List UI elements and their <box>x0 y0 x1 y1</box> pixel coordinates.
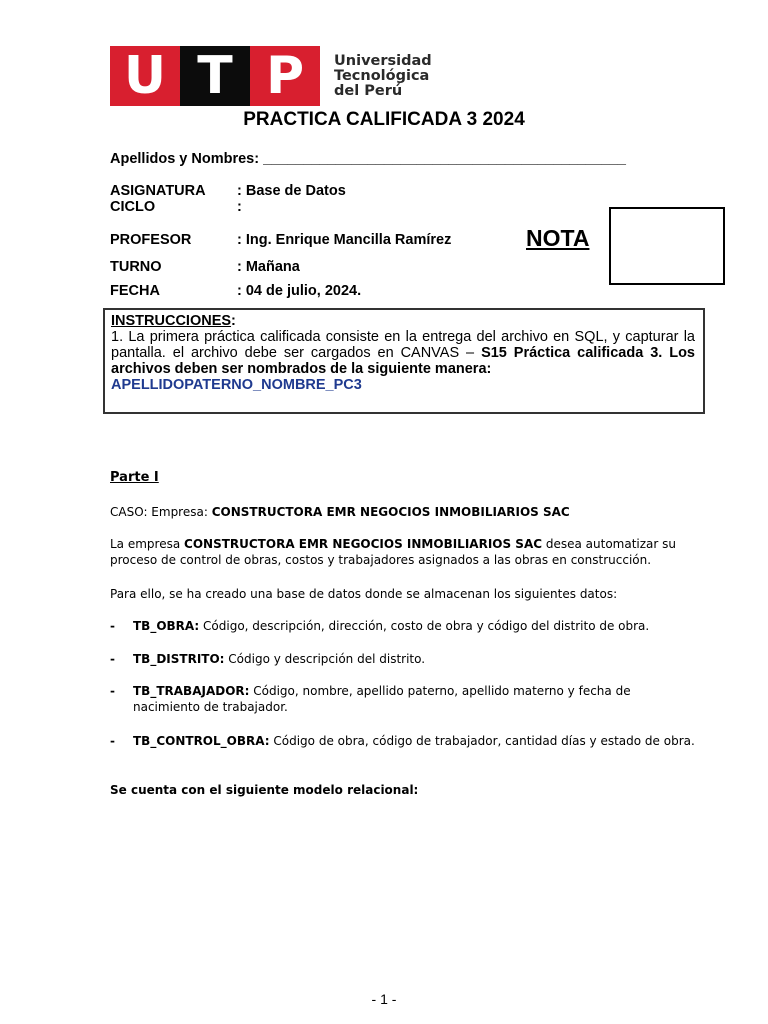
profesor-label: PROFESOR <box>110 232 192 248</box>
table-name: TB_OBRA: <box>133 619 200 633</box>
asignatura-value: : Base de Datos <box>237 183 346 199</box>
datos-paragraph: Para ello, se ha creado una base de datos donde se almacenan los siguientes datos: <box>110 587 618 601</box>
turno-value: : Mañana <box>237 259 300 275</box>
utp-logo <box>110 46 432 106</box>
page-number: - 1 - <box>371 991 397 1007</box>
document-title: PRACTICA CALIFICADA 3 2024 <box>243 109 525 130</box>
modelo-heading: Se cuenta con el siguiente modelo relacional: <box>110 783 419 797</box>
caso-line: CASO: Empresa: CONSTRUCTORA EMR NEGOCIOS INMOBILIARIOS SAC <box>110 505 570 519</box>
section-heading: Parte I <box>110 470 159 485</box>
turno-label: TURNO <box>110 259 162 275</box>
logo-letter-u: U <box>110 46 180 106</box>
instructions-box: INSTRUCCIONES: 1. La primera práctica calificada consiste en la entrega del archivo en SQL, y capturar la pantalla. el archivo debe ser cargados en CANVAS – S15 Práctica calificada 3. Los archivos deben ser nombrados de la siguiente manera: APELLIDOPATERNO_NOMBRE_PC3 <box>103 308 705 414</box>
apellidos-field: Apellidos y Nombres: _____________________________________________ <box>110 151 626 167</box>
asignatura-label: ASIGNATURA <box>110 183 206 199</box>
intro-paragraph: La empresa CONSTRUCTORA EMR NEGOCIOS INMOBILIARIOS SAC desea automatizar su proceso de control de obras, costos y trabajadores asignados a las obras en construcción. <box>110 537 677 567</box>
ciclo-label: CICLO <box>110 199 156 215</box>
fecha-label: FECHA <box>110 283 160 299</box>
logo-letter-p: P <box>250 46 320 106</box>
list-item: - TB_DISTRITO: Código y descripción del distrito. <box>110 652 426 666</box>
ciclo-value: : <box>237 199 242 215</box>
list-item: - TB_TRABAJADOR: Código, nombre, apellido paterno, apellido materno y fecha de nacimiento de trabajador. <box>110 684 631 714</box>
logo-letter-t: T <box>180 46 250 106</box>
instructions-text: 1. La primera práctica calificada consiste en la entrega del archivo en SQL, y capturar la pantalla. el archivo debe ser cargados en CANVAS – S15 Práctica calificada 3. Los archivos deben ser nombrados de la siguiente manera: <box>111 329 695 377</box>
table-name: TB_CONTROL_OBRA: <box>133 734 270 748</box>
file-name-format: APELLIDOPATERNO_NOMBRE_PC3 <box>111 377 362 393</box>
fecha-value: : 04 de julio, 2024. <box>237 283 362 299</box>
instructions-title: INSTRUCCIONES <box>111 313 232 329</box>
profesor-value: : Ing. Enrique Mancilla Ramírez <box>237 232 452 248</box>
nota-label: NOTA <box>526 225 590 251</box>
list-item: - TB_OBRA: Código, descripción, dirección, costo de obra y código del distrito de obra. <box>110 619 650 633</box>
logo-university-name: Universidad Tecnológica del Perú <box>334 52 432 99</box>
table-name: TB_TRABAJADOR: <box>133 684 250 698</box>
nota-box <box>609 207 725 285</box>
list-item: - TB_CONTROL_OBRA: Código de obra, código de trabajador, cantidad días y estado de obra. <box>110 734 695 748</box>
table-name: TB_DISTRITO: <box>133 652 225 666</box>
